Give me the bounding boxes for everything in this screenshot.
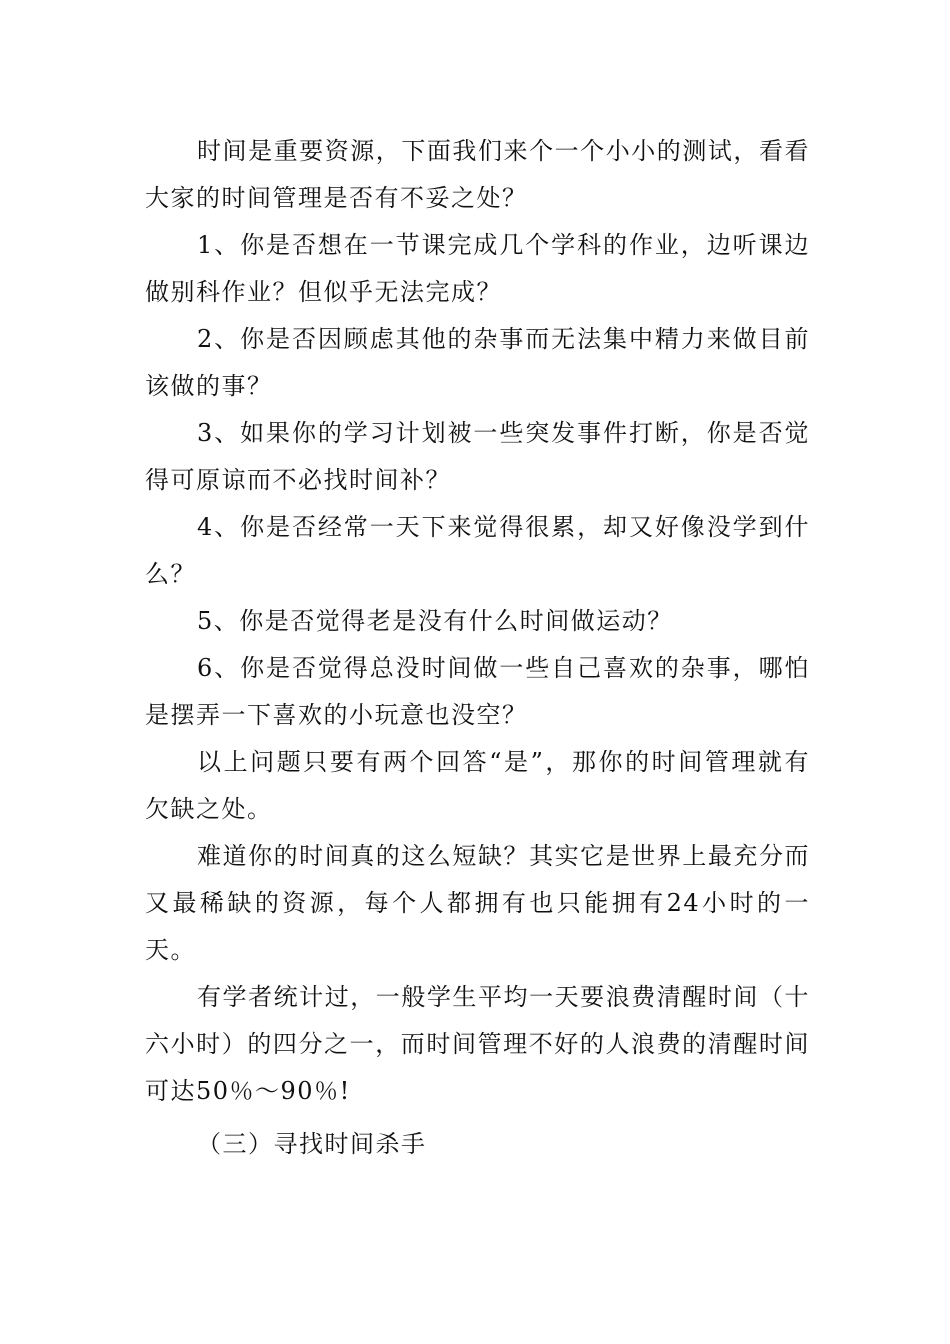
question-4: 4、你是否经常一天下来觉得很累，却又好像没学到什么？ — [145, 513, 810, 588]
intro-paragraph: 时间是重要资源，下面我们来个一个小小的测试，看看大家的时间管理是否有不妥之处？ — [145, 137, 810, 212]
document-body — [145, 128, 810, 1168]
question-1: 1、你是否想在一节课完成几个学科的作业，边听课边做别科作业？但似乎无法完成？ — [145, 231, 810, 306]
scarcity-paragraph: 难道你的时间真的这么短缺？其实它是世界上最充分而又最稀缺的资源，每个人都拥有也只能拥有24小时的一天。 — [145, 842, 810, 964]
conclusion-paragraph: 以上问题只要有两个回答“是”，那你的时间管理就有欠缺之处。 — [145, 748, 810, 823]
section-heading: （三）寻找时间杀手 — [197, 1130, 427, 1158]
question-2: 2、你是否因顾虑其他的杂事而无法集中精力来做目前该做的事？ — [145, 325, 810, 400]
question-5: 5、你是否觉得老是没有什么时间做运动？ — [197, 607, 673, 635]
question-3: 3、如果你的学习计划被一些突发事件打断，你是否觉得可原谅而不必找时间补？ — [145, 419, 810, 494]
statistics-paragraph: 有学者统计过，一般学生平均一天要浪费清醒时间（十六小时）的四分之一，而时间管理不好的人浪费的清醒时间可达50％～90％! — [145, 983, 810, 1105]
question-6: 6、你是否觉得总没时间做一些自己喜欢的杂事，哪怕是摆弄一下喜欢的小玩意也没空？ — [145, 654, 810, 729]
